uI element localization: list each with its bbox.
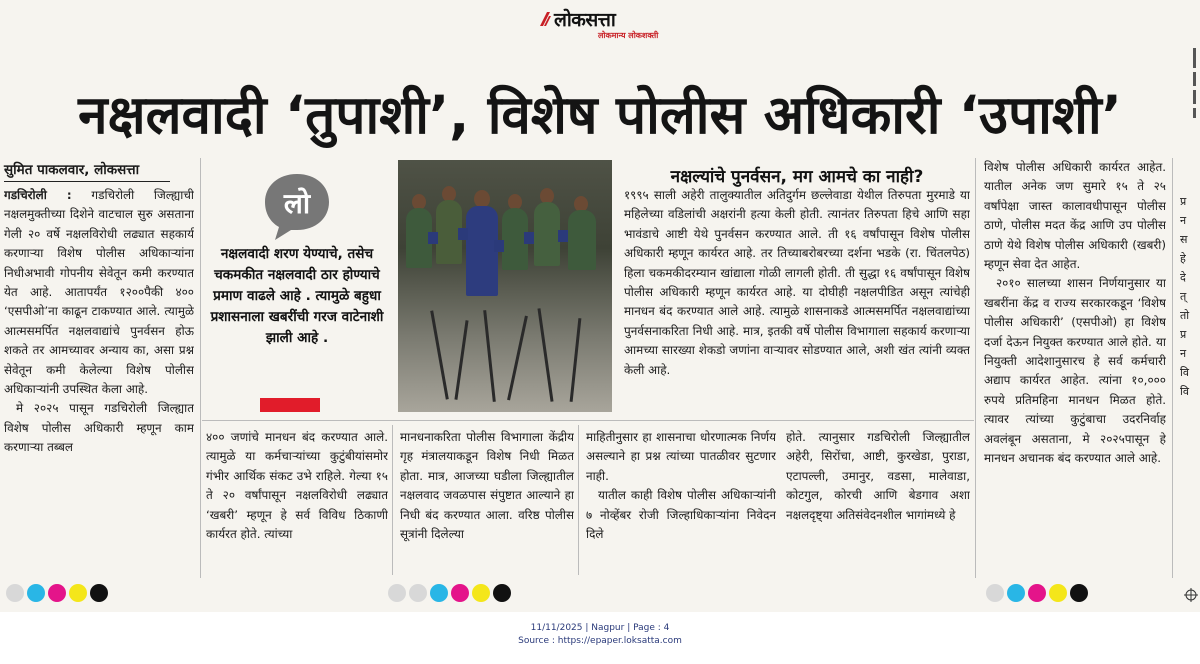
bottom-column-2-text: मानधनाकरिता पोलीस विभागाला केंद्रीय गृह मंत्रालयाकडून विशेष निधी मिळत होता. मात्र, आजच्या घडीला जिल्ह्यातील नक्षलवाद जवळपास संपुष्टात आल्याने हा निधी बंद करण्यात आला. वरिष्ठ पोलीस सूत्रांनी दिलेल्या	[400, 430, 574, 542]
logo-text: लोकसत्ता	[554, 9, 616, 31]
bottom-column-4	[786, 428, 970, 588]
column-rule	[578, 425, 579, 575]
column-rule	[1172, 158, 1173, 578]
bottom-column-1-text: ४०० जणांचे मानधन बंद करण्यात आले. त्यामुळे या कर्मचाऱ्यांच्या कुटुंबीयांसमोर गंभीर आर्थिक संकट उभे राहिले. गेल्या १५ ते २० वर्षांपासून नक्षलविरोधी लढ्यात ‘खबरी’ म्हणून हे सर्व विविध ठिकाणी कार्यरत होते. त्यांच्या	[206, 430, 388, 542]
print-color-bar	[6, 582, 111, 602]
far-right-text: विशेष पोलीस अधिकारी कार्यरत आहेत. यातील अनेक जण सुमारे १५ ते २५ वर्षांपेक्षा जास्त कालावधीपासून पोलीस ठाणे, पोलीस मदत केंद्र आणि उप पोलीस ठाणे येथे विशेष पोलीस अधिकारी (खबरी) म्हणून सेवा देत आहेत.	[984, 160, 1166, 272]
right-top-column	[624, 186, 970, 402]
right-top-text: १९९५ साली अहेरी तालुक्यातील अतिदुर्गम छल्लेवाडा येथील तिरुपता मुरमाडे या महिलेच्या वडिलांची अक्षरांनी हत्या केली होती. त्यानंतर तिरुपता हिचे आणि सहा भावंडाचे आष्टी येथे पुनर्वसन करण्यात आले. ती १६ वर्षांपासून विशेष पोलीस अधिकारी म्हणून कार्यरत आहे. तर तिच्याबरोबरच्या दर्शना भडके (रा. चिंतलपेठ) हिला चकमकीदरम्यान खांद्याला गोळी लागली होती. ती सुद्धा १६ वर्षांपासून विशेष पोलीस अधिकारी म्हणून कार्यरत आहे. या दोघीही नक्षलपीडित असून त्यांचेही मानधन बंद करण्यात आले आहे. त्यामुळे शासनाकडे आत्मसमर्पित नक्षलवाद्यांच्या पुनर्वसनाकरिता निधी आहे. मात्र, इतकी वर्षे पोलीस विभागाला सहकार्य करणाऱ्या आमच्या सारख्या शेकडो जणांना वाऱ्यावर सोडण्यात आले, अशी खंत त्यांनी व्यक्त केली आहे.	[624, 188, 970, 377]
column-rule	[200, 158, 201, 578]
logo-flame-icon	[538, 10, 552, 28]
byline: सुमित पाकलवार, लोकसत्ता	[4, 160, 170, 182]
registration-mark-icon	[1184, 588, 1198, 602]
print-color-bar	[388, 582, 514, 602]
bottom-column-3-text: माहितीनुसार हा शासनाचा धोरणात्मक निर्णय असल्याने हा प्रश्न त्यांच्या पातळीवर सुटणार नाही.	[586, 430, 776, 483]
print-color-bar	[986, 582, 1091, 602]
column-rule	[392, 425, 393, 575]
bottom-column-3-text-2: यातील काही विशेष पोलीस अधिकाऱ्यांनी ७ नोव्हेंबर रोजी जिल्हाधिकाऱ्यांना निवेदन दिले	[586, 488, 776, 542]
next-article-text: प्र न स हे दे त् तो प्र न वि वि	[1180, 195, 1190, 398]
loksatta-logo	[538, 6, 668, 42]
next-article-fragment	[1180, 192, 1200, 572]
column-rule	[975, 158, 976, 578]
subheading: नक्षल्यांचे पुनर्वसन, मग आमचे का नाही?	[670, 167, 924, 187]
column-1-text: गडचिरोली जिल्ह्याची नक्षलमुक्तीच्या दिशेने वाटचाल सुरु असताना गेली २० वर्षे नक्षलविरोधी लढ्यात सहकार्य करणाऱ्या विशेष पोलीस अधिकाऱ्यांना निधीअभावी गोपनीय सेवेतून कमी करण्यात येत आहे. आतापर्यंत १२००पैकी ४०० ‘एसपीओ’ना काढून टाकण्यात आले. त्यामुळे आत्मसमर्पित नक्षलवाद्यांचे पुनर्वसन होऊ शकते तर आमच्यावर अन्याय का, असा प्रश्न सेवेतून कमी केलेल्या विशेष पोलीस अधिकाऱ्यांनी उपस्थित केला आहे.	[4, 188, 194, 397]
surrender-photo	[398, 160, 612, 412]
headline: नक्षलवादी ‘तुपाशी’, विशेष पोलीस अधिकारी ‘उपाशी’	[78, 85, 1122, 146]
pull-quote	[207, 168, 387, 408]
far-right-text-2: २०१० सालच्या शासन निर्णयानुसार या खबरींना केंद्र व राज्य सरकारकडून ‘विशेष पोलीस अधिकारी’ (एसपीओ) हा विशेष दर्जा देऊन नियुक्त करण्यात आले होते. या नियुक्ती आदेशानुसारच हे सर्व कर्मचारी अद्याप कार्यरत आहेत. त्यांना १०,००० रुपये प्रतिमहिना मानधन मिळत होते. त्यावर त्यांच्या कुटुंबाचा उदरनिर्वाह अवलंबून असताना, मे २०२५पासून हे मानधन अचानक बंद करण्यात आले आहे.	[984, 276, 1166, 466]
dateline: गडचिरोली :	[4, 188, 72, 202]
source-link[interactable]: Source : https://epaper.loksatta.com	[518, 636, 682, 646]
column-1-text-2: मे २०२५ पासून गडचिरोली जिल्ह्यात विशेष पोलीस अधिकारी म्हणून काम करणाऱ्या तब्बल	[4, 401, 194, 455]
quote-icon-letter: लो	[283, 187, 311, 220]
bottom-column-1	[206, 428, 388, 588]
edition-info: 11/11/2025 | Nagpur | Page : 4	[530, 623, 670, 633]
quote-accent-bar	[260, 398, 320, 412]
logo-tagline: लोकमान्य लोकशक्ती	[598, 31, 659, 40]
bottom-column-3	[586, 428, 776, 588]
section-rule	[202, 420, 974, 421]
far-right-column	[984, 158, 1166, 562]
bottom-column-2	[400, 428, 574, 588]
masthead	[0, 6, 1200, 42]
quote-text: नक्षलवादी शरण येण्याचे, तसेच चकमकीत नक्षलवादी ठार होण्याचे प्रमाण वाढले आहे . त्यामुळे बहुधा प्रशासनाला खबरींची गरज वाटेनाशी झाली आहे .	[210, 246, 384, 346]
bottom-column-4-text: होते. त्यानुसार गडचिरोली जिल्ह्यातील अहेरी, सिरोंचा, आष्टी, कुरखेडा, पुराडा, एटापल्ली, उमानुर, वडसा, मालेवाडा, कोटगुल, कोरची आणि बेडगाव अशा नक्षलदृष्ट्या अतिसंवेदनशील भागांमध्ये हे	[786, 430, 970, 522]
article-column-1	[4, 186, 194, 586]
